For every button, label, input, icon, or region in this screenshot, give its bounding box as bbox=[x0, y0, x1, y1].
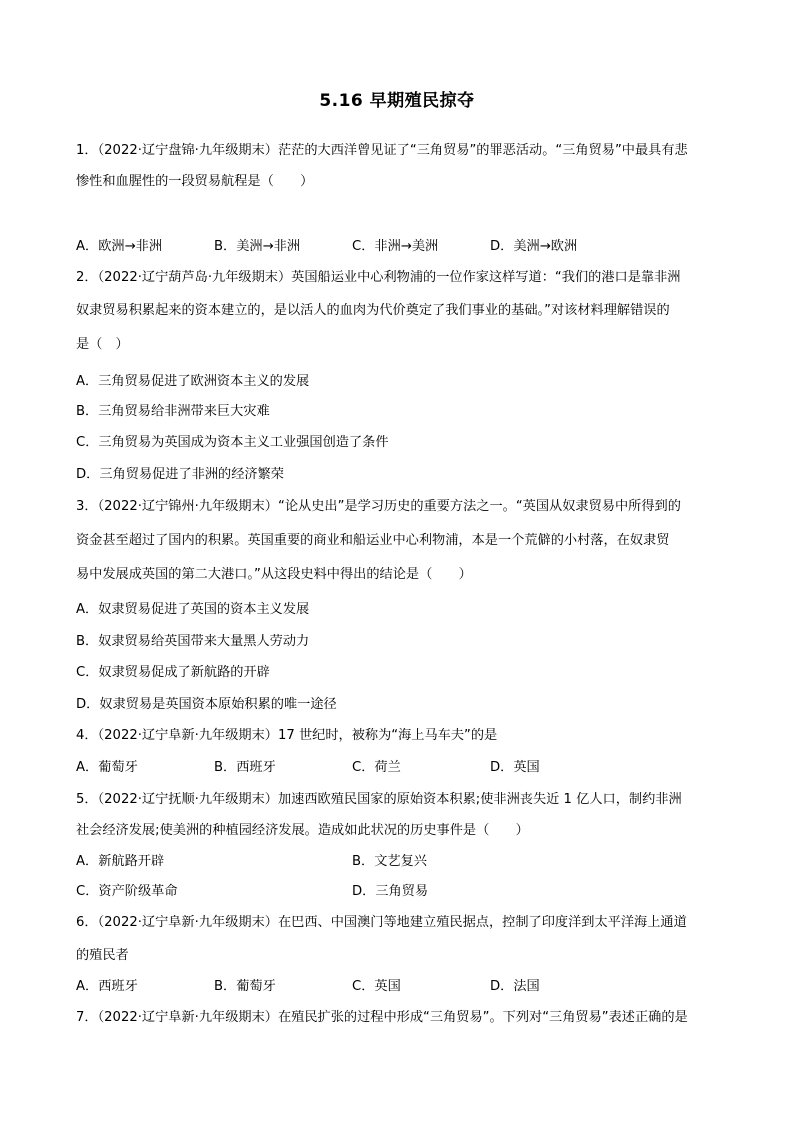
option-c: C．非洲→美洲 bbox=[352, 239, 439, 254]
option-a: A．奴隶贸易促进了英国的资本主义发展 bbox=[76, 602, 310, 617]
option-b: B．葡萄牙 bbox=[214, 979, 276, 994]
question-text-line: 7．（2022·辽宁阜新·九年级期末）在殖民扩张的过程中形成“三角贸易”。下列对“三角贸易”表述正确的是 bbox=[76, 1010, 688, 1025]
option-b: B．三角贸易给非洲带来巨大灾难 bbox=[76, 404, 270, 419]
question-text-line: 惨性和血腥性的一段贸易航程是（ ） bbox=[76, 174, 314, 189]
question-text-line: 的殖民者 bbox=[76, 948, 129, 963]
option-d: D．美洲→欧洲 bbox=[490, 239, 578, 254]
option-a: A．西班牙 bbox=[76, 979, 138, 994]
page-title: 5.16 早期殖民掠夺 bbox=[319, 91, 475, 111]
option-b: B．西班牙 bbox=[214, 760, 276, 775]
option-b: B．美洲→非洲 bbox=[214, 239, 301, 254]
option-a: A．葡萄牙 bbox=[76, 760, 138, 775]
question-text-line: 4．（2022·辽宁阜新·九年级期末）17 世纪时，被称为“海上马车夫”的是 bbox=[76, 728, 498, 743]
option-c: C．英国 bbox=[352, 979, 401, 994]
option-b: B．奴隶贸易给英国带来大量黑人劳动力 bbox=[76, 634, 310, 649]
option-c: C．资产阶级革命 bbox=[76, 884, 178, 899]
question-text-line: 资金甚至超过了国内的积累。英国重要的商业和船运业中心利物浦，本是一个荒僻的小村落，在奴隶贸 bbox=[76, 533, 670, 548]
option-d: D．三角贸易促进了非洲的经济繁荣 bbox=[76, 467, 284, 482]
option-a: A．三角贸易促进了欧洲资本主义的发展 bbox=[76, 374, 310, 389]
question-text-line: 2．（2022·辽宁葫芦岛·九年级期末）英国船运业中心利物浦的一位作家这样写道：“我们的港口是靠非洲 bbox=[76, 270, 681, 285]
option-c: C．荷兰 bbox=[352, 760, 401, 775]
question-text-line: 1．（2022·辽宁盘锦·九年级期末）茫茫的大西洋曾见证了“三角贸易”的罪恶活动。“三角贸易”中最具有悲 bbox=[76, 143, 688, 158]
option-a: A．新航路开辟 bbox=[76, 854, 165, 869]
option-b: B．文艺复兴 bbox=[352, 854, 427, 869]
question-text-line: 3．（2022·辽宁锦州·九年级期末）“论从史出”是学习历史的重要方法之一。“英国从奴隶贸易中所得到的 bbox=[76, 499, 681, 514]
option-d: D．法国 bbox=[490, 979, 540, 994]
question-text-line: 易中发展成英国的第二大港口。”从这段史料中得出的结论是（ ） bbox=[76, 567, 472, 582]
question-text-line: 是（ ） bbox=[76, 337, 129, 352]
question-text-line: 社会经济发展;使美洲的种植园经济发展。造成如此状况的历史事件是（ ） bbox=[76, 823, 529, 838]
question-text-line: 5．（2022·辽宁抚顺·九年级期末）加速西欧殖民国家的原始资本积累;使非洲丧失近 1 亿人口，制约非洲 bbox=[76, 792, 682, 807]
question-text-line: 6．（2022·辽宁阜新·九年级期末）在巴西、中国澳门等地建立殖民据点，控制了印度洋到太平洋海上通道 bbox=[76, 915, 687, 930]
option-d: D．奴隶贸易是英国资本原始积累的唯一途径 bbox=[76, 697, 337, 712]
option-a: A．欧洲→非洲 bbox=[76, 239, 163, 254]
option-c: C．奴隶贸易促成了新航路的开辟 bbox=[76, 665, 270, 680]
option-d: D．英国 bbox=[490, 760, 540, 775]
option-d: D．三角贸易 bbox=[352, 884, 429, 899]
question-text-line: 奴隶贸易积累起来的资本建立的，是以活人的血肉为代价奠定了我们事业的基础。”对该材料理解错误的 bbox=[76, 303, 670, 318]
option-c: C．三角贸易为英国成为资本主义工业强国创造了条件 bbox=[76, 435, 389, 450]
